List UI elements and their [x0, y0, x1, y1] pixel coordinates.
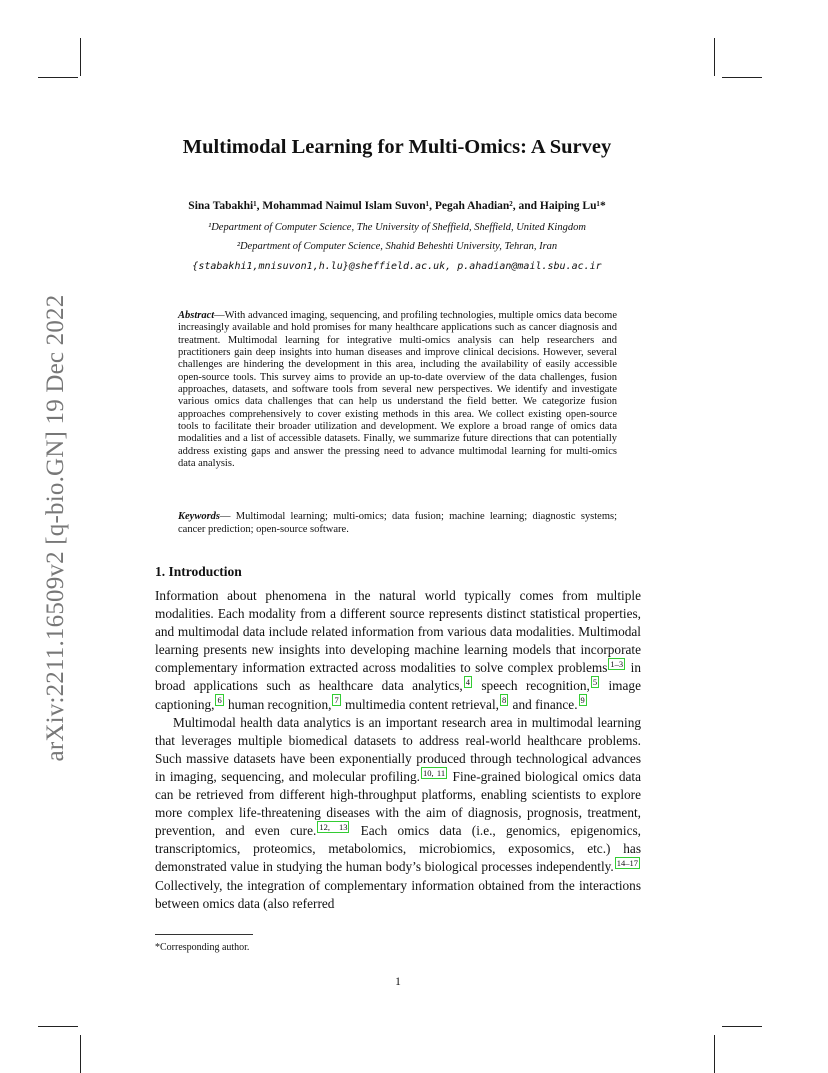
citation-link[interactable]: 4	[465, 677, 470, 688]
body-text	[155, 587, 641, 913]
author-list: Sina Tabakhi¹, Mohammad Naimul Islam Suvon¹, Pegah Ahadian², and Haiping Lu¹*	[188, 200, 606, 212]
crop-mark	[38, 77, 78, 78]
section-heading: 1. Introduction	[155, 564, 242, 579]
affiliation-2: ²Department of Computer Science, Shahid Beheshti University, Tehran, Iran	[236, 241, 558, 252]
citation-link[interactable]: 8	[501, 695, 507, 706]
crop-mark	[80, 1035, 81, 1073]
footnote: *Corresponding author.	[155, 942, 250, 953]
crop-mark	[80, 38, 81, 76]
crop-mark	[722, 77, 762, 78]
crop-mark	[714, 38, 715, 76]
abstract-label: Abstract	[178, 310, 215, 321]
citation-link[interactable]: 5	[592, 677, 598, 688]
author-emails: {stabakhi1,mnisuvon1,h.lu}@sheffield.ac.uk, p.ahadian@mail.sbu.ac.ir	[192, 261, 602, 272]
citation-link[interactable]: 1–3	[610, 658, 624, 669]
citation-link[interactable]: 12, 13	[319, 821, 348, 832]
citation-link[interactable]: 10, 11	[422, 767, 446, 778]
citation-link[interactable]: 7	[334, 695, 339, 706]
paragraph: Information about phenomena in the natural world typically comes from multiple modalities. Each modality from a different source represents distinct statistical properties, and multimodal data include related information from various data modalities. Multimodal learning presents new insights into developing machine learning models that incorporate complementary information extracted across modalities to solve complex problems $^{1-3}$ in broad applications such as healthcare data analytics, $^4$ speech recognition, $^5$ image captioning, $^6$ human recognition, $^7$ multimedia content retrieval, $^8$ and finance. $^9$	[155, 588, 642, 712]
crop-mark	[38, 1026, 78, 1027]
keywords-text: — Multimodal learning; multi-omics; data fusion; machine learning; diagnostic systems; cancer prediction; open-source software.	[178, 511, 617, 535]
paragraph: Multimodal health data analytics is an important research area in multimodal learning that leverages multiple biomedical datasets to address real-world healthcare problems. Such massive datasets have been exponentially produced through technological advances in imaging, sequencing, and molecular profiling. $^{10, 11}$ Fine-grained biological omics data can be retrieved from different high-throughput platforms, enabling scientists to explore more complex life-threatening diseases with the aim of diagnosis, prognosis, treatment, prevention, and even cure. $^{12, 13}$ Each omics data (i.e., genomics, epigenomics, transcriptomics, proteomics, metabolomics, microbiomics, exposomics, etc.) has demonstrated value in studying the human body’s biological processes independently. $^{14-17}$ Collectively, the integration of complementary information obtained from the interactions between omics data (also referred	[155, 714, 641, 911]
citation-link[interactable]: 9	[580, 695, 585, 706]
paper-title: Multimodal Learning for Multi-Omics: A Survey	[182, 136, 612, 158]
keywords	[178, 511, 617, 536]
crop-mark	[714, 1035, 715, 1073]
abstract	[178, 310, 617, 470]
citation-link[interactable]: 14–17	[616, 857, 638, 868]
arxiv-stamp: arXiv:2211.16509v2 [q-bio.GN] 19 Dec 2022	[42, 294, 69, 762]
citation-link[interactable]: 6	[217, 695, 222, 706]
page-number: 1	[395, 976, 401, 988]
abstract-text: —With advanced imaging, sequencing, and profiling technologies, multiple omics data become increasingly available and hold promises for many healthcare applications such as cancer diagnosis and treatment. Multimodal learning for integrative multi-omics analysis can help researchers and practitioners gain deep insights into human diseases and improve clinical decisions. However, several challenges are hindering the development in this area, including the availability of easily accessible open-source tools. This survey aims to provide an up-to-date overview of the data challenges, fusion approaches, datasets, and software tools from several new perspectives. We identify and investigate various omics data challenges that can help us understand the field better. We categorize fusion approaches comprehensively to cover existing methods in this area. We collect existing open-source tools to facilitate their broader utilization and development. We explore a broad range of omics data modalities and a list of accessible datasets. Finally, we summarize future directions that can potentially address existing gaps and answer the pressing need to advance multimodal learning for multi-omics data analysis.	[178, 310, 617, 470]
keywords-label: Keywords	[178, 511, 220, 522]
affiliation-1: ¹Department of Computer Science, The University of Sheffield, Sheffield, United Kingdom	[208, 222, 586, 233]
footnote-rule	[155, 934, 253, 935]
crop-mark	[722, 1026, 762, 1027]
